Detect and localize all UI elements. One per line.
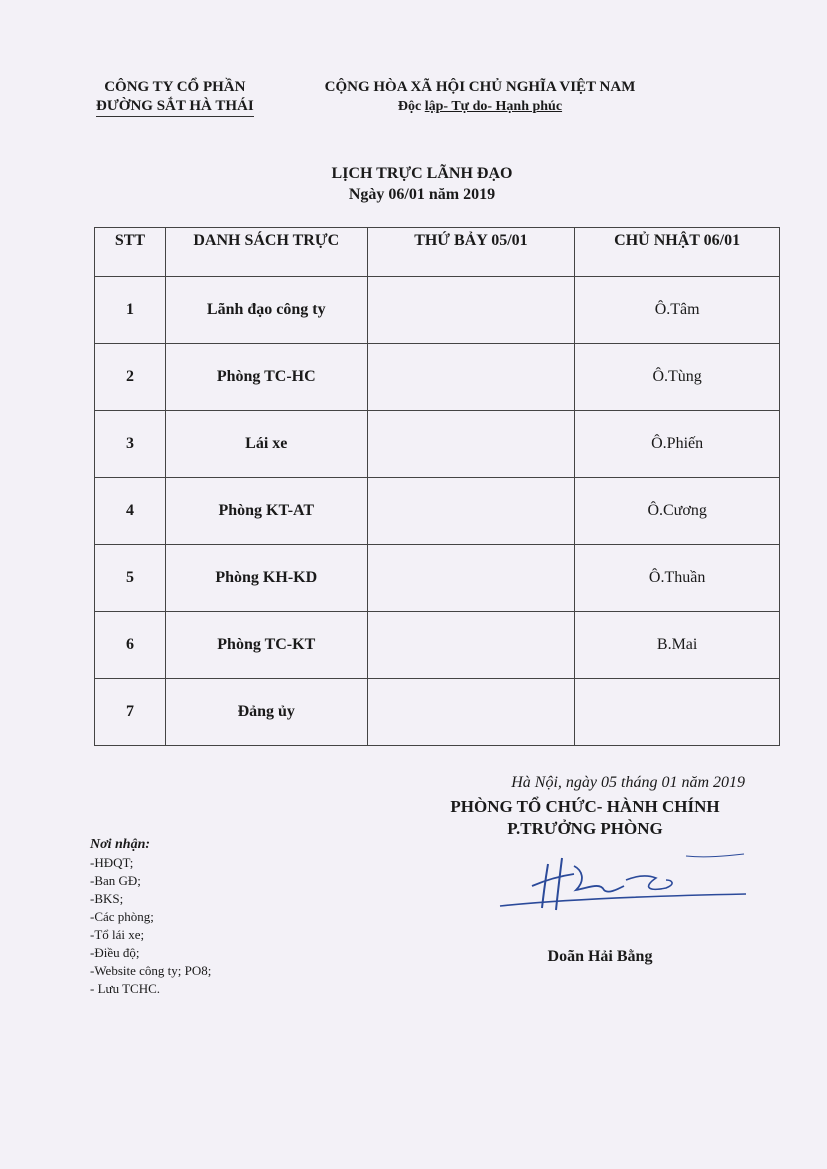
table-row xyxy=(95,478,780,545)
row-stt: 3 xyxy=(95,411,166,478)
row-sunday xyxy=(575,679,780,746)
header-sunday: CHỦ NHẬT 06/01 xyxy=(575,228,780,277)
sign-dept-name: PHÒNG TỔ CHỨC- HÀNH CHÍNH xyxy=(450,797,720,816)
row-unit: Đảng ủy xyxy=(165,679,367,746)
table-row xyxy=(95,612,780,679)
sign-department xyxy=(420,796,750,840)
motto-part1: Độc xyxy=(397,99,425,114)
row-stt: 4 xyxy=(95,478,166,545)
company-name xyxy=(96,78,254,117)
row-saturday xyxy=(367,277,575,344)
row-saturday xyxy=(367,478,575,545)
sign-position: P.TRƯỞNG PHÒNG xyxy=(507,819,663,838)
row-unit: Lãnh đạo công ty xyxy=(165,277,367,344)
list-item: -Website công ty; PO8; xyxy=(90,963,212,978)
recipients-heading: Nơi nhận: xyxy=(90,837,151,852)
row-stt: 5 xyxy=(95,545,166,612)
row-sunday: Ô.Tùng xyxy=(575,344,780,411)
list-item: -Điều độ; xyxy=(90,945,140,960)
row-stt: 2 xyxy=(95,344,166,411)
header-duty-list: DANH SÁCH TRỰC xyxy=(165,228,367,277)
list-item: -Các phòng; xyxy=(90,909,154,924)
nation-title: CỘNG HÒA XÃ HỘI CHỦ NGHĨA VIỆT NAM xyxy=(324,79,636,95)
row-stt: 1 xyxy=(95,277,166,344)
list-item: -Ban GĐ; xyxy=(90,873,141,888)
row-sunday: Ô.Phiến xyxy=(575,411,780,478)
list-item: -HĐQT; xyxy=(90,855,134,870)
row-saturday xyxy=(367,612,575,679)
table-row xyxy=(95,545,780,612)
row-saturday xyxy=(367,679,575,746)
sign-date: Hà Nội, ngày 05 tháng 01 năm 2019 xyxy=(511,774,745,791)
row-sunday: Ô.Thuần xyxy=(575,545,780,612)
row-saturday xyxy=(367,545,575,612)
schedule-table xyxy=(94,227,780,746)
row-stt: 7 xyxy=(95,679,166,746)
table-header-row xyxy=(95,228,780,277)
table-row xyxy=(95,277,780,344)
row-sunday: B.Mai xyxy=(575,612,780,679)
national-header xyxy=(300,78,660,116)
company-line1: CÔNG TY CỔ PHẦN xyxy=(104,79,246,95)
header-saturday: THỨ BẢY 05/01 xyxy=(367,228,575,277)
signature-image xyxy=(496,850,751,920)
table-row xyxy=(95,411,780,478)
row-stt: 6 xyxy=(95,612,166,679)
row-saturday xyxy=(367,344,575,411)
row-sunday: Ô.Cương xyxy=(575,478,780,545)
row-saturday xyxy=(367,411,575,478)
signer-name: Doãn Hải Bằng xyxy=(547,948,653,965)
list-item: - Lưu TCHC. xyxy=(90,981,161,996)
title-line1: LỊCH TRỰC LÃNH ĐẠO xyxy=(331,165,513,182)
title-line2: Ngày 06/01 năm 2019 xyxy=(348,186,496,203)
row-unit: Phòng KT-AT xyxy=(165,478,367,545)
row-unit: Phòng TC-HC xyxy=(165,344,367,411)
row-unit: Phòng TC-KT xyxy=(165,612,367,679)
list-item: -Tổ lái xe; xyxy=(90,927,145,942)
motto-part2: lập- Tự do- Hạnh phúc xyxy=(424,99,563,114)
recipients-list xyxy=(90,836,211,998)
row-unit: Phòng KH-KD xyxy=(165,545,367,612)
list-item: -BKS; xyxy=(90,891,124,906)
table-row xyxy=(95,679,780,746)
document-title xyxy=(200,163,644,205)
row-sunday: Ô.Tâm xyxy=(575,277,780,344)
row-unit: Lái xe xyxy=(165,411,367,478)
national-motto xyxy=(300,97,660,116)
table-row xyxy=(95,344,780,411)
header-stt: STT xyxy=(95,228,166,277)
company-line2: ĐƯỜNG SẮT HÀ THÁI xyxy=(96,97,254,117)
